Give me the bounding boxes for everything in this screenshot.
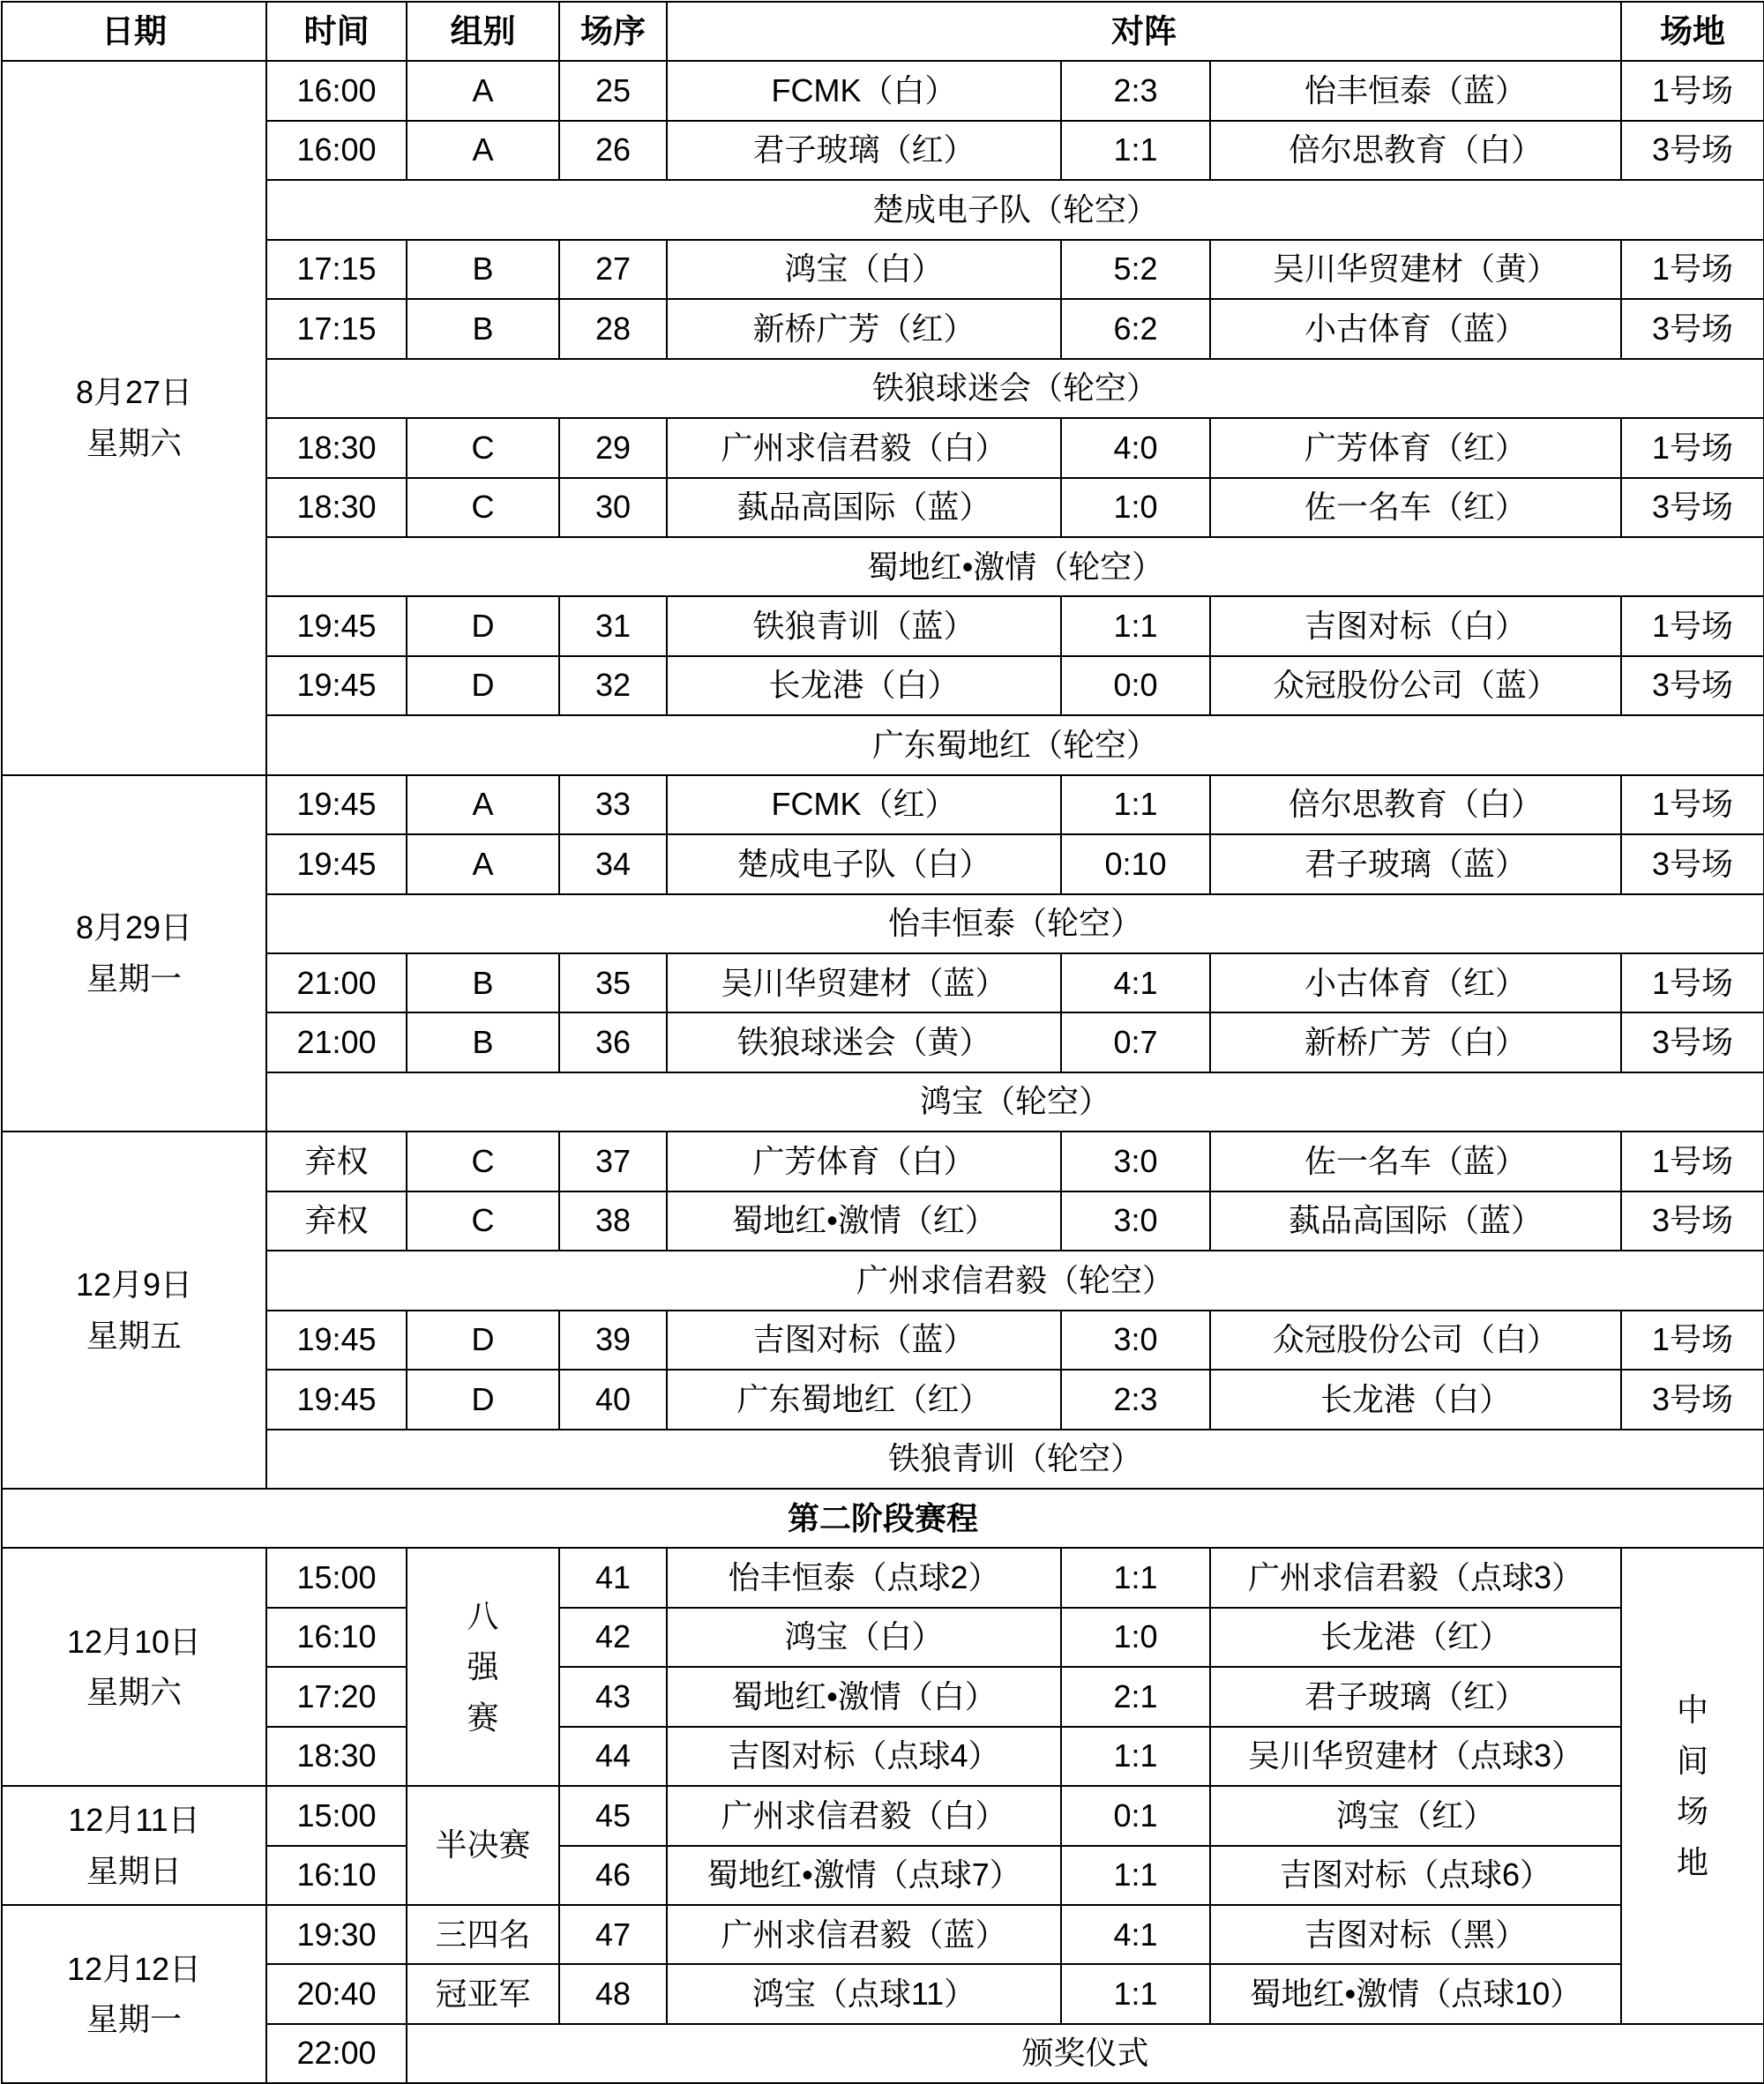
venue: 1号场 (1621, 1311, 1764, 1370)
date-cell (2, 1905, 266, 2083)
match-seq: 46 (559, 1846, 667, 1905)
away-team: 吴川华贸建材（点球3） (1210, 1727, 1621, 1786)
table-row (2, 1370, 1764, 1429)
table-row (2, 1727, 1764, 1786)
match-group: A (407, 61, 559, 120)
home-team: 蓺品高国际（蓝） (667, 478, 1061, 537)
match-time: 17:15 (266, 299, 407, 358)
score: 1:1 (1061, 1548, 1210, 1607)
table-row (2, 1012, 1764, 1072)
away-team: 吉图对标（点球6） (1210, 1846, 1621, 1905)
venue-char: 间 (1677, 1742, 1709, 1779)
header-date: 日期 (2, 2, 266, 61)
score: 1:1 (1061, 596, 1210, 655)
weekday-text: 星期日 (86, 1852, 182, 1889)
match-group: C (407, 1132, 559, 1191)
score: 0:10 (1061, 834, 1210, 893)
away-team: 佐一名车（红） (1210, 478, 1621, 537)
score: 1:1 (1061, 121, 1210, 180)
score: 0:0 (1061, 656, 1210, 715)
venue: 1号场 (1621, 775, 1764, 834)
table-row (2, 1608, 1764, 1667)
central-venue-label (1621, 1548, 1764, 2024)
match-seq: 28 (559, 299, 667, 358)
score: 1:1 (1061, 1727, 1210, 1786)
header-row (2, 2, 1764, 61)
match-time: 16:00 (266, 121, 407, 180)
home-team: 广州求信君毅（白） (667, 1786, 1061, 1845)
bye-team: 广州求信君毅（轮空） (266, 1251, 1764, 1310)
match-time: 16:10 (266, 1846, 407, 1905)
away-team: 吉图对标（黑） (1210, 1905, 1621, 1964)
quarterfinal-char: 赛 (467, 1699, 499, 1737)
away-team: 怡丰恒泰（蓝） (1210, 61, 1621, 120)
score: 4:0 (1061, 418, 1210, 477)
home-team: 蜀地红•激情（点球7） (667, 1846, 1061, 1905)
home-team: 广东蜀地红（红） (667, 1370, 1061, 1429)
semifinal-label: 半决赛 (407, 1786, 559, 1905)
match-group: C (407, 478, 559, 537)
home-team: 新桥广芳（红） (667, 299, 1061, 358)
match-seq: 40 (559, 1370, 667, 1429)
venue: 1号场 (1621, 240, 1764, 299)
match-seq: 33 (559, 775, 667, 834)
weekday-text: 星期五 (86, 1317, 182, 1354)
date-text: 12月9日 (75, 1266, 193, 1303)
bye-row (2, 1430, 1764, 1489)
away-team: 长龙港（白） (1210, 1370, 1621, 1429)
match-seq: 37 (559, 1132, 667, 1191)
away-team: 蜀地红•激情（点球10） (1210, 1964, 1621, 2023)
score: 6:2 (1061, 299, 1210, 358)
match-time: 17:15 (266, 240, 407, 299)
venue-char: 地 (1677, 1843, 1709, 1880)
header-venue: 场地 (1621, 2, 1764, 61)
table-row (2, 121, 1764, 180)
match-seq: 44 (559, 1727, 667, 1786)
venue-char: 场 (1677, 1793, 1709, 1830)
date-cell (2, 61, 266, 774)
quarterfinal-label (407, 1548, 559, 1786)
weekday-text: 星期六 (86, 1674, 182, 1711)
home-team: FCMK（红） (667, 775, 1061, 834)
match-seq: 47 (559, 1905, 667, 1964)
venue: 3号场 (1621, 1191, 1764, 1251)
home-team: 君子玻璃（红） (667, 121, 1061, 180)
table-row (2, 834, 1764, 893)
away-team: 广芳体育（红） (1210, 418, 1621, 477)
home-team: FCMK（白） (667, 61, 1061, 120)
score: 0:7 (1061, 1012, 1210, 1072)
table-row (2, 61, 1764, 120)
bye-team: 铁狼球迷会（轮空） (266, 359, 1764, 418)
match-seq: 27 (559, 240, 667, 299)
home-team: 楚成电子队（白） (667, 834, 1061, 893)
match-group: C (407, 418, 559, 477)
venue: 1号场 (1621, 61, 1764, 120)
bye-team: 鸿宝（轮空） (266, 1072, 1764, 1132)
score: 5:2 (1061, 240, 1210, 299)
header-group: 组别 (407, 2, 559, 61)
table-row (2, 656, 1764, 715)
match-group: D (407, 596, 559, 655)
away-team: 长龙港（红） (1210, 1608, 1621, 1667)
bye-team: 广东蜀地红（轮空） (266, 715, 1764, 774)
bye-row (2, 715, 1764, 774)
match-time: 15:00 (266, 1786, 407, 1845)
table-row (2, 1191, 1764, 1251)
home-team: 鸿宝（点球11） (667, 1964, 1061, 2023)
away-team: 鸿宝（红） (1210, 1786, 1621, 1845)
away-team: 新桥广芳（白） (1210, 1012, 1621, 1072)
match-time: 19:45 (266, 656, 407, 715)
match-time: 弃权 (266, 1191, 407, 1251)
home-team: 吴川华贸建材（蓝） (667, 953, 1061, 1012)
bye-team: 楚成电子队（轮空） (266, 180, 1764, 239)
away-team: 广州求信君毅（点球3） (1210, 1548, 1621, 1607)
match-group: 三四名 (407, 1905, 559, 1964)
table-row (2, 478, 1764, 537)
match-time: 19:45 (266, 596, 407, 655)
away-team: 君子玻璃（蓝） (1210, 834, 1621, 893)
header-time: 时间 (266, 2, 407, 61)
away-team: 众冠股份公司（蓝） (1210, 656, 1621, 715)
match-seq: 45 (559, 1786, 667, 1845)
score: 1:1 (1061, 775, 1210, 834)
home-team: 广州求信君毅（白） (667, 418, 1061, 477)
away-team: 吉图对标（白） (1210, 596, 1621, 655)
date-cell (2, 1132, 266, 1489)
away-team: 倍尔思教育（白） (1210, 775, 1621, 834)
stage-title: 第二阶段赛程 (2, 1489, 1764, 1548)
match-seq: 43 (559, 1667, 667, 1726)
quarterfinal-char: 八 (467, 1597, 499, 1634)
venue: 3号场 (1621, 656, 1764, 715)
date-text: 12月10日 (66, 1623, 202, 1660)
match-seq: 32 (559, 656, 667, 715)
match-seq: 42 (559, 1608, 667, 1667)
match-seq: 30 (559, 478, 667, 537)
venue: 1号场 (1621, 596, 1764, 655)
match-time: 21:00 (266, 953, 407, 1012)
date-text: 12月12日 (66, 1950, 202, 1987)
table-row (2, 1846, 1764, 1905)
home-team: 铁狼青训（蓝） (667, 596, 1061, 655)
home-team: 长龙港（白） (667, 656, 1061, 715)
header-matchup: 对阵 (667, 2, 1621, 61)
venue: 1号场 (1621, 1132, 1764, 1191)
away-team: 众冠股份公司（白） (1210, 1311, 1621, 1370)
venue-char: 中 (1677, 1691, 1709, 1728)
away-team: 吴川华贸建材（黄） (1210, 240, 1621, 299)
match-time: 19:30 (266, 1905, 407, 1964)
home-team: 吉图对标（蓝） (667, 1311, 1061, 1370)
table-row (2, 1311, 1764, 1370)
score: 3:0 (1061, 1311, 1210, 1370)
match-time: 21:00 (266, 1012, 407, 1072)
match-seq: 38 (559, 1191, 667, 1251)
match-time: 16:00 (266, 61, 407, 120)
table-row (2, 299, 1764, 358)
table-row (2, 1964, 1764, 2023)
match-seq: 36 (559, 1012, 667, 1072)
date-cell (2, 1548, 266, 1786)
bye-row (2, 180, 1764, 239)
away-team: 蓺品高国际（蓝） (1210, 1191, 1621, 1251)
bye-team: 怡丰恒泰（轮空） (266, 894, 1764, 953)
match-group: A (407, 121, 559, 180)
match-seq: 31 (559, 596, 667, 655)
bye-row (2, 894, 1764, 953)
weekday-text: 星期六 (86, 425, 182, 462)
home-team: 怡丰恒泰（点球2） (667, 1548, 1061, 1607)
stage-title-row (2, 1489, 1764, 1548)
table-row (2, 240, 1764, 299)
date-cell (2, 775, 266, 1132)
bye-team: 蜀地红•激情（轮空） (266, 537, 1764, 596)
table-row (2, 596, 1764, 655)
home-team: 蜀地红•激情（红） (667, 1191, 1061, 1251)
venue: 3号场 (1621, 121, 1764, 180)
match-group: A (407, 834, 559, 893)
score: 2:1 (1061, 1667, 1210, 1726)
match-time: 20:40 (266, 1964, 407, 2023)
match-group: B (407, 299, 559, 358)
weekday-text: 星期一 (86, 960, 182, 997)
table-row (2, 775, 1764, 834)
date-text: 12月11日 (68, 1801, 200, 1838)
score: 1:0 (1061, 478, 1210, 537)
match-time: 16:10 (266, 1608, 407, 1667)
date-text: 8月29日 (75, 909, 193, 946)
venue: 3号场 (1621, 478, 1764, 537)
score: 3:0 (1061, 1191, 1210, 1251)
table-row (2, 418, 1764, 477)
quarterfinal-char: 强 (467, 1648, 499, 1685)
match-group: B (407, 240, 559, 299)
ceremony-label: 颁奖仪式 (407, 2024, 1764, 2083)
bye-row (2, 1251, 1764, 1310)
match-group: C (407, 1191, 559, 1251)
score: 3:0 (1061, 1132, 1210, 1191)
table-row (2, 1667, 1764, 1726)
match-group: D (407, 1311, 559, 1370)
score: 4:1 (1061, 953, 1210, 1012)
home-team: 吉图对标（点球4） (667, 1727, 1061, 1786)
venue: 1号场 (1621, 418, 1764, 477)
score: 4:1 (1061, 1905, 1210, 1964)
match-time: 17:20 (266, 1667, 407, 1726)
match-seq: 48 (559, 1964, 667, 2023)
match-time: 18:30 (266, 1727, 407, 1786)
ceremony-time: 22:00 (266, 2024, 407, 2083)
home-team: 广州求信君毅（蓝） (667, 1905, 1061, 1964)
venue: 3号场 (1621, 1370, 1764, 1429)
bye-row (2, 537, 1764, 596)
match-group: A (407, 775, 559, 834)
bye-row (2, 359, 1764, 418)
away-team: 君子玻璃（红） (1210, 1667, 1621, 1726)
score: 1:1 (1061, 1846, 1210, 1905)
schedule-table (1, 1, 1764, 2084)
table-row (2, 953, 1764, 1012)
match-time: 19:45 (266, 1370, 407, 1429)
score: 2:3 (1061, 61, 1210, 120)
match-group: 冠亚军 (407, 1964, 559, 2023)
score: 1:0 (1061, 1608, 1210, 1667)
match-time: 15:00 (266, 1548, 407, 1607)
away-team: 佐一名车（蓝） (1210, 1132, 1621, 1191)
table-row (2, 1548, 1764, 1607)
away-team: 小古体育（红） (1210, 953, 1621, 1012)
away-team: 倍尔思教育（白） (1210, 121, 1621, 180)
match-seq: 29 (559, 418, 667, 477)
table-row (2, 1786, 1764, 1845)
score: 1:1 (1061, 1964, 1210, 2023)
bye-row (2, 1072, 1764, 1132)
home-team: 广芳体育（白） (667, 1132, 1061, 1191)
match-group: D (407, 1370, 559, 1429)
home-team: 铁狼球迷会（黄） (667, 1012, 1061, 1072)
match-group: B (407, 1012, 559, 1072)
match-time: 19:45 (266, 1311, 407, 1370)
home-team: 鸿宝（白） (667, 240, 1061, 299)
away-team: 小古体育（蓝） (1210, 299, 1621, 358)
score: 2:3 (1061, 1370, 1210, 1429)
home-team: 鸿宝（白） (667, 1608, 1061, 1667)
match-group: B (407, 953, 559, 1012)
venue: 3号场 (1621, 834, 1764, 893)
date-cell (2, 1786, 266, 1905)
date-text: 8月27日 (75, 374, 193, 411)
match-seq: 26 (559, 121, 667, 180)
match-time: 弃权 (266, 1132, 407, 1191)
table-row (2, 1132, 1764, 1191)
match-time: 18:30 (266, 478, 407, 537)
match-time: 19:45 (266, 775, 407, 834)
match-time: 18:30 (266, 418, 407, 477)
venue: 3号场 (1621, 299, 1764, 358)
table-row (2, 1905, 1764, 1964)
match-seq: 25 (559, 61, 667, 120)
match-seq: 35 (559, 953, 667, 1012)
score: 0:1 (1061, 1786, 1210, 1845)
match-seq: 39 (559, 1311, 667, 1370)
bye-team: 铁狼青训（轮空） (266, 1430, 1764, 1489)
match-seq: 41 (559, 1548, 667, 1607)
match-group: D (407, 656, 559, 715)
match-time: 19:45 (266, 834, 407, 893)
weekday-text: 星期一 (86, 2001, 182, 2038)
header-seq: 场序 (559, 2, 667, 61)
match-seq: 34 (559, 834, 667, 893)
ceremony-row (2, 2024, 1764, 2083)
venue: 3号场 (1621, 1012, 1764, 1072)
home-team: 蜀地红•激情（白） (667, 1667, 1061, 1726)
venue: 1号场 (1621, 953, 1764, 1012)
